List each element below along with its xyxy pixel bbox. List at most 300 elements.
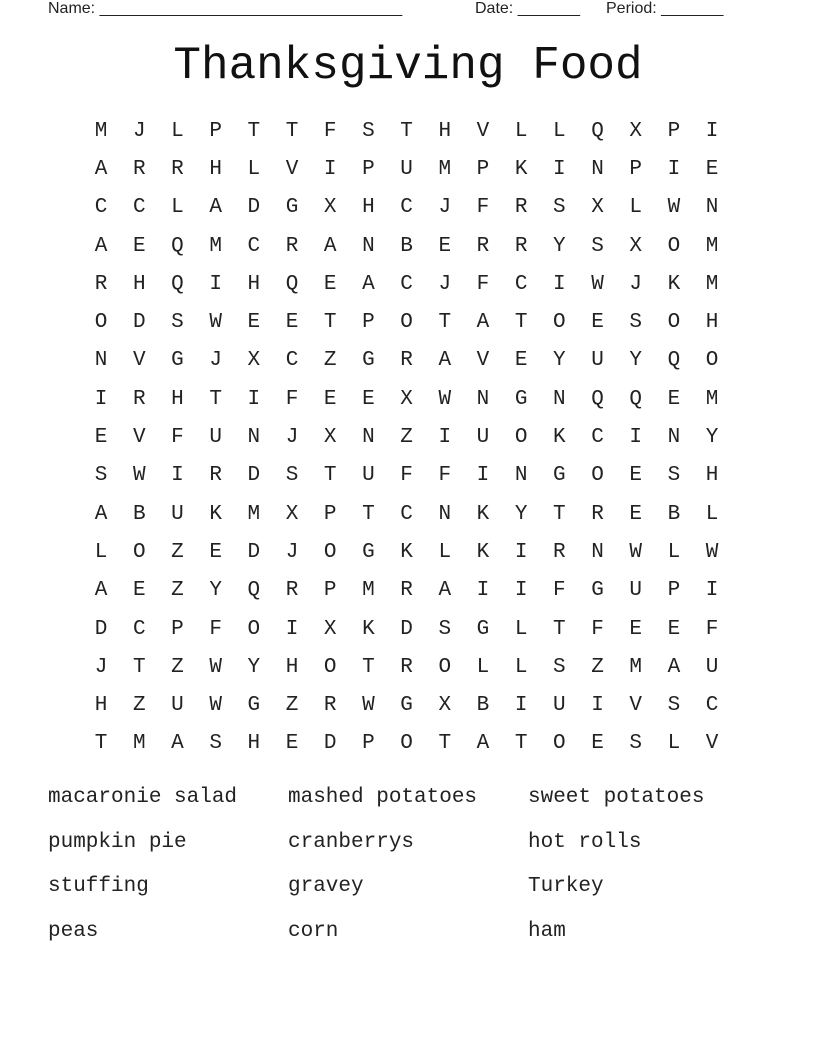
grid-letter[interactable]: W: [209, 655, 222, 679]
grid-letter[interactable]: G: [247, 694, 261, 718]
grid-letter[interactable]: X: [629, 119, 643, 143]
grid-letter[interactable]: P: [362, 311, 375, 335]
grid-letter[interactable]: N: [553, 387, 566, 411]
grid-letter[interactable]: G: [171, 349, 184, 373]
grid-letter[interactable]: E: [132, 234, 146, 258]
grid-letter[interactable]: Z: [400, 426, 413, 450]
grid-letter[interactable]: E: [629, 464, 643, 488]
grid-letter[interactable]: O: [132, 540, 146, 564]
grid-letter[interactable]: N: [247, 426, 261, 450]
grid-letter[interactable]: X: [323, 426, 337, 450]
grid-letter[interactable]: A: [476, 311, 490, 335]
grid-letter[interactable]: S: [94, 464, 108, 488]
grid-letter[interactable]: M: [94, 119, 108, 143]
grid-letter[interactable]: Y: [629, 349, 643, 373]
grid-letter[interactable]: X: [400, 387, 413, 411]
grid-letter[interactable]: Q: [247, 579, 261, 603]
grid-letter[interactable]: I: [438, 426, 452, 450]
grid-letter[interactable]: M: [705, 387, 719, 411]
grid-letter[interactable]: Y: [553, 349, 566, 373]
grid-letter[interactable]: R: [591, 502, 604, 526]
grid-letter[interactable]: Z: [132, 694, 146, 718]
grid-letter[interactable]: R: [400, 579, 413, 603]
grid-letter[interactable]: N: [591, 540, 604, 564]
grid-letter[interactable]: A: [94, 157, 108, 181]
grid-letter[interactable]: E: [209, 540, 222, 564]
grid-letter[interactable]: B: [667, 502, 681, 526]
grid-letter[interactable]: H: [705, 464, 719, 488]
grid-letter[interactable]: O: [323, 540, 337, 564]
grid-letter[interactable]: T: [209, 387, 222, 411]
grid-letter[interactable]: X: [438, 694, 452, 718]
grid-letter[interactable]: I: [476, 579, 490, 603]
grid-letter[interactable]: Z: [171, 579, 184, 603]
grid-letter[interactable]: E: [285, 311, 299, 335]
word-list-item: sweet potatoes: [528, 786, 705, 809]
grid-letter[interactable]: Z: [171, 655, 184, 679]
grid-letter[interactable]: P: [362, 732, 375, 756]
grid-letter[interactable]: A: [438, 579, 452, 603]
grid-letter[interactable]: S: [553, 196, 566, 220]
grid-letter[interactable]: I: [285, 617, 299, 641]
grid-letter[interactable]: H: [94, 694, 108, 718]
grid-letter[interactable]: A: [94, 502, 108, 526]
grid-letter[interactable]: R: [94, 272, 108, 296]
grid-letter[interactable]: B: [476, 694, 490, 718]
grid-letter[interactable]: F: [400, 464, 413, 488]
grid-letter[interactable]: I: [94, 387, 108, 411]
grid-letter[interactable]: T: [514, 311, 528, 335]
grid-letter[interactable]: I: [514, 540, 528, 564]
grid-letter[interactable]: M: [629, 655, 643, 679]
grid-letter[interactable]: W: [438, 387, 452, 411]
grid-letter[interactable]: O: [514, 426, 528, 450]
grid-letter[interactable]: M: [438, 157, 452, 181]
grid-letter[interactable]: I: [553, 272, 566, 296]
grid-letter[interactable]: C: [400, 502, 413, 526]
grid-letter[interactable]: Y: [514, 502, 528, 526]
grid-letter[interactable]: W: [667, 196, 681, 220]
grid-letter[interactable]: Q: [171, 234, 184, 258]
grid-letter[interactable]: L: [553, 119, 566, 143]
grid-letter[interactable]: W: [629, 540, 643, 564]
grid-letter[interactable]: E: [667, 387, 681, 411]
grid-letter[interactable]: A: [438, 349, 452, 373]
grid-letter[interactable]: P: [476, 157, 490, 181]
grid-letter[interactable]: L: [667, 540, 681, 564]
grid-letter[interactable]: Q: [171, 272, 184, 296]
grid-letter[interactable]: J: [94, 655, 108, 679]
grid-letter[interactable]: E: [591, 311, 604, 335]
grid-letter[interactable]: G: [476, 617, 490, 641]
word-search-grid: [82, 112, 732, 763]
grid-letter[interactable]: K: [362, 617, 375, 641]
grid-letter[interactable]: P: [629, 157, 643, 181]
grid-letter[interactable]: R: [171, 157, 184, 181]
grid-letter[interactable]: P: [362, 157, 375, 181]
grid-letter[interactable]: G: [400, 694, 413, 718]
grid-letter[interactable]: P: [323, 502, 337, 526]
grid-letter[interactable]: Q: [591, 119, 604, 143]
grid-letter[interactable]: X: [629, 234, 643, 258]
name-field[interactable]: Name: __________________________________: [48, 0, 403, 17]
grid-letter[interactable]: X: [247, 349, 261, 373]
grid-letter[interactable]: O: [705, 349, 719, 373]
grid-letter[interactable]: U: [591, 349, 604, 373]
grid-letter[interactable]: S: [553, 655, 566, 679]
grid-letter[interactable]: L: [514, 617, 528, 641]
grid-letter[interactable]: G: [591, 579, 604, 603]
grid-letter[interactable]: W: [705, 540, 719, 564]
grid-letter[interactable]: K: [476, 502, 490, 526]
period-field[interactable]: Period: _______: [606, 0, 724, 17]
grid-letter[interactable]: F: [438, 464, 452, 488]
grid-letter[interactable]: G: [514, 387, 528, 411]
grid-letter[interactable]: G: [285, 196, 299, 220]
grid-letter[interactable]: E: [629, 617, 643, 641]
grid-letter[interactable]: N: [591, 157, 604, 181]
grid-letter[interactable]: I: [323, 157, 337, 181]
grid-letter[interactable]: U: [171, 502, 184, 526]
grid-letter[interactable]: E: [285, 732, 299, 756]
grid-letter[interactable]: C: [514, 272, 528, 296]
grid-letter[interactable]: I: [209, 272, 222, 296]
grid-letter[interactable]: E: [132, 579, 146, 603]
grid-letter[interactable]: I: [629, 426, 643, 450]
grid-letter[interactable]: E: [629, 502, 643, 526]
grid-letter[interactable]: O: [553, 732, 566, 756]
grid-letter[interactable]: C: [285, 349, 299, 373]
grid-letter[interactable]: H: [438, 119, 452, 143]
grid-letter[interactable]: I: [705, 579, 719, 603]
grid-letter[interactable]: G: [362, 540, 375, 564]
grid-letter[interactable]: S: [629, 311, 643, 335]
grid-letter[interactable]: S: [667, 694, 681, 718]
grid-letter[interactable]: W: [132, 464, 146, 488]
grid-letter[interactable]: I: [171, 464, 184, 488]
grid-letter[interactable]: V: [285, 157, 299, 181]
grid-letter[interactable]: O: [400, 311, 413, 335]
grid-letter[interactable]: C: [247, 234, 261, 258]
grid-letter[interactable]: S: [438, 617, 452, 641]
grid-letter[interactable]: K: [209, 502, 222, 526]
grid-letter[interactable]: N: [438, 502, 452, 526]
grid-letter[interactable]: E: [323, 272, 337, 296]
grid-letter[interactable]: R: [285, 234, 299, 258]
grid-letter[interactable]: C: [132, 617, 146, 641]
grid-letter[interactable]: M: [209, 234, 222, 258]
grid-letter[interactable]: D: [323, 732, 337, 756]
grid-letter[interactable]: U: [400, 157, 413, 181]
grid-letter[interactable]: F: [591, 617, 604, 641]
grid-letter[interactable]: O: [667, 311, 681, 335]
grid-letter[interactable]: I: [553, 157, 566, 181]
grid-letter[interactable]: E: [514, 349, 528, 373]
grid-letter[interactable]: J: [285, 426, 299, 450]
grid-letter[interactable]: L: [514, 119, 528, 143]
grid-letter[interactable]: P: [171, 617, 184, 641]
word-list-item: stuffing: [48, 875, 149, 898]
grid-letter[interactable]: W: [591, 272, 604, 296]
grid-letter[interactable]: T: [438, 732, 452, 756]
grid-letter[interactable]: O: [667, 234, 681, 258]
grid-letter[interactable]: Q: [667, 349, 681, 373]
grid-letter[interactable]: R: [323, 694, 337, 718]
grid-letter[interactable]: E: [94, 426, 108, 450]
grid-letter[interactable]: S: [285, 464, 299, 488]
grid-letter[interactable]: E: [705, 157, 719, 181]
grid-letter[interactable]: E: [438, 234, 452, 258]
grid-letter[interactable]: U: [553, 694, 566, 718]
grid-letter[interactable]: J: [132, 119, 146, 143]
grid-letter[interactable]: M: [362, 579, 375, 603]
grid-letter[interactable]: R: [514, 234, 528, 258]
grid-letter[interactable]: W: [209, 694, 222, 718]
grid-letter[interactable]: S: [591, 234, 604, 258]
grid-letter[interactable]: L: [438, 540, 452, 564]
grid-letter[interactable]: R: [132, 157, 146, 181]
grid-letter[interactable]: T: [247, 119, 261, 143]
grid-letter[interactable]: F: [323, 119, 337, 143]
grid-letter[interactable]: A: [209, 196, 222, 220]
grid-letter[interactable]: T: [553, 502, 566, 526]
grid-letter[interactable]: Q: [629, 387, 643, 411]
grid-letter[interactable]: S: [171, 311, 184, 335]
grid-letter[interactable]: O: [591, 464, 604, 488]
grid-letter[interactable]: D: [247, 540, 261, 564]
grid-letter[interactable]: R: [400, 349, 413, 373]
grid-letter[interactable]: M: [705, 272, 719, 296]
grid-letter[interactable]: T: [132, 655, 146, 679]
grid-letter[interactable]: T: [323, 464, 337, 488]
grid-letter[interactable]: Z: [591, 655, 604, 679]
grid-letter[interactable]: N: [476, 387, 490, 411]
grid-letter[interactable]: R: [132, 387, 146, 411]
grid-letter[interactable]: O: [94, 311, 108, 335]
grid-letter[interactable]: J: [285, 540, 299, 564]
grid-letter[interactable]: H: [705, 311, 719, 335]
grid-letter[interactable]: M: [247, 502, 261, 526]
grid-letter[interactable]: X: [323, 617, 337, 641]
grid-letter[interactable]: L: [247, 157, 261, 181]
grid-letter[interactable]: U: [209, 426, 222, 450]
grid-letter[interactable]: S: [629, 732, 643, 756]
grid-letter[interactable]: U: [476, 426, 490, 450]
grid-letter[interactable]: T: [514, 732, 528, 756]
grid-letter[interactable]: X: [591, 196, 604, 220]
grid-letter[interactable]: I: [476, 464, 490, 488]
grid-letter[interactable]: H: [171, 387, 184, 411]
grid-letter[interactable]: Z: [323, 349, 337, 373]
grid-letter[interactable]: R: [400, 655, 413, 679]
grid-letter[interactable]: R: [209, 464, 222, 488]
grid-letter[interactable]: T: [400, 119, 413, 143]
grid-letter[interactable]: B: [132, 502, 146, 526]
grid-letter[interactable]: L: [667, 732, 681, 756]
grid-letter[interactable]: Y: [247, 655, 261, 679]
word-list-item: Turkey: [528, 875, 604, 898]
grid-letter[interactable]: Y: [553, 234, 566, 258]
grid-letter[interactable]: U: [171, 694, 184, 718]
grid-letter[interactable]: Z: [285, 694, 299, 718]
grid-letter[interactable]: P: [323, 579, 337, 603]
grid-letter[interactable]: W: [362, 694, 375, 718]
grid-letter[interactable]: T: [362, 655, 375, 679]
grid-letter[interactable]: A: [362, 272, 375, 296]
grid-letter[interactable]: A: [94, 234, 108, 258]
grid-letter[interactable]: L: [476, 655, 490, 679]
grid-letter[interactable]: K: [476, 540, 490, 564]
page-title: Thanksgiving Food: [173, 40, 643, 92]
grid-letter[interactable]: I: [514, 694, 528, 718]
grid-letter[interactable]: F: [285, 387, 299, 411]
word-list-item: gravey: [288, 875, 364, 898]
grid-letter[interactable]: N: [362, 234, 375, 258]
grid-letter[interactable]: R: [514, 196, 528, 220]
grid-letter[interactable]: G: [553, 464, 566, 488]
grid-letter[interactable]: C: [400, 272, 413, 296]
grid-letter[interactable]: A: [667, 655, 681, 679]
grid-letter[interactable]: T: [285, 119, 299, 143]
grid-letter[interactable]: H: [132, 272, 146, 296]
grid-letter[interactable]: X: [323, 196, 337, 220]
word-list-item: cranberrys: [288, 830, 415, 854]
grid-letter[interactable]: D: [400, 617, 413, 641]
grid-letter[interactable]: N: [362, 426, 375, 450]
grid-letter[interactable]: K: [667, 272, 681, 296]
grid-letter[interactable]: B: [400, 234, 413, 258]
grid-letter[interactable]: Q: [591, 387, 604, 411]
grid-letter[interactable]: X: [285, 502, 299, 526]
grid-letter[interactable]: R: [476, 234, 490, 258]
grid-letter[interactable]: K: [553, 426, 566, 450]
grid-letter[interactable]: C: [400, 196, 413, 220]
grid-letter[interactable]: I: [667, 157, 681, 181]
grid-letter[interactable]: O: [247, 617, 261, 641]
grid-letter[interactable]: Y: [209, 579, 222, 603]
grid-letter[interactable]: J: [209, 349, 222, 373]
grid-letter[interactable]: S: [667, 464, 681, 488]
grid-letter[interactable]: N: [705, 196, 719, 220]
grid-letter[interactable]: W: [209, 311, 222, 335]
grid-letter[interactable]: P: [209, 119, 222, 143]
grid-letter[interactable]: O: [323, 655, 337, 679]
grid-letter[interactable]: L: [171, 196, 184, 220]
grid-letter[interactable]: U: [705, 655, 719, 679]
grid-letter[interactable]: O: [400, 732, 413, 756]
grid-letter[interactable]: K: [400, 540, 413, 564]
word-list-item: hot rolls: [528, 830, 642, 854]
grid-letter[interactable]: I: [591, 694, 604, 718]
grid-letter[interactable]: J: [438, 196, 452, 220]
grid-letter[interactable]: V: [705, 732, 719, 756]
grid-letter[interactable]: F: [705, 617, 719, 641]
grid-letter[interactable]: C: [705, 694, 719, 718]
grid-letter[interactable]: V: [132, 426, 146, 450]
grid-letter[interactable]: V: [132, 349, 146, 373]
grid-letter[interactable]: U: [362, 464, 375, 488]
grid-letter[interactable]: H: [209, 157, 222, 181]
grid-letter[interactable]: A: [171, 732, 184, 756]
grid-letter[interactable]: C: [591, 426, 604, 450]
grid-letter[interactable]: F: [209, 617, 222, 641]
grid-letter[interactable]: I: [247, 387, 261, 411]
grid-letter[interactable]: N: [667, 426, 681, 450]
grid-letter[interactable]: E: [323, 387, 337, 411]
grid-letter[interactable]: J: [629, 272, 643, 296]
grid-letter[interactable]: T: [94, 732, 108, 756]
grid-letter[interactable]: T: [553, 617, 566, 641]
grid-letter[interactable]: O: [553, 311, 566, 335]
grid-letter[interactable]: A: [94, 579, 108, 603]
grid-letter[interactable]: V: [476, 119, 490, 143]
grid-letter[interactable]: C: [94, 196, 108, 220]
grid-letter[interactable]: F: [553, 579, 566, 603]
grid-letter[interactable]: L: [514, 655, 528, 679]
grid-letter[interactable]: Y: [705, 426, 719, 450]
grid-letter[interactable]: T: [323, 311, 337, 335]
grid-letter[interactable]: T: [438, 311, 452, 335]
grid-letter[interactable]: T: [362, 502, 375, 526]
grid-letter[interactable]: L: [705, 502, 719, 526]
grid-letter[interactable]: S: [209, 732, 222, 756]
date-field[interactable]: Date: _______: [475, 0, 580, 17]
grid-letter[interactable]: M: [132, 732, 146, 756]
grid-letter[interactable]: L: [94, 540, 108, 564]
grid-letter[interactable]: P: [667, 579, 681, 603]
grid-letter[interactable]: Z: [171, 540, 184, 564]
grid-letter[interactable]: R: [285, 579, 299, 603]
grid-letter[interactable]: A: [476, 732, 490, 756]
grid-letter[interactable]: E: [667, 617, 681, 641]
grid-letter[interactable]: L: [629, 196, 643, 220]
grid-letter[interactable]: E: [362, 387, 375, 411]
grid-letter[interactable]: M: [705, 234, 719, 258]
grid-letter[interactable]: H: [247, 272, 261, 296]
grid-letter[interactable]: D: [94, 617, 108, 641]
grid-letter[interactable]: Q: [285, 272, 299, 296]
grid-letter[interactable]: U: [629, 579, 643, 603]
grid-letter[interactable]: G: [362, 349, 375, 373]
grid-letter[interactable]: D: [247, 196, 261, 220]
grid-letter[interactable]: V: [476, 349, 490, 373]
grid-letter[interactable]: P: [667, 119, 681, 143]
grid-letter[interactable]: H: [362, 196, 375, 220]
grid-letter[interactable]: N: [94, 349, 108, 373]
grid-letter[interactable]: J: [438, 272, 452, 296]
grid-letter[interactable]: I: [514, 579, 528, 603]
grid-letter[interactable]: F: [476, 272, 490, 296]
grid-letter[interactable]: E: [247, 311, 261, 335]
grid-letter[interactable]: C: [132, 196, 146, 220]
grid-letter[interactable]: H: [285, 655, 299, 679]
grid-letter[interactable]: O: [438, 655, 452, 679]
grid-letter[interactable]: S: [362, 119, 375, 143]
grid-letter[interactable]: F: [476, 196, 490, 220]
grid-letter[interactable]: E: [591, 732, 604, 756]
grid-letter[interactable]: H: [247, 732, 261, 756]
grid-letter[interactable]: F: [171, 426, 184, 450]
grid-letter[interactable]: D: [132, 311, 146, 335]
grid-letter[interactable]: V: [629, 694, 643, 718]
grid-letter[interactable]: I: [705, 119, 719, 143]
grid-letter[interactable]: D: [247, 464, 261, 488]
grid-letter[interactable]: A: [323, 234, 337, 258]
grid-letter[interactable]: R: [553, 540, 566, 564]
grid-letter[interactable]: K: [514, 157, 528, 181]
grid-letter[interactable]: L: [171, 119, 184, 143]
grid-letter[interactable]: N: [514, 464, 528, 488]
